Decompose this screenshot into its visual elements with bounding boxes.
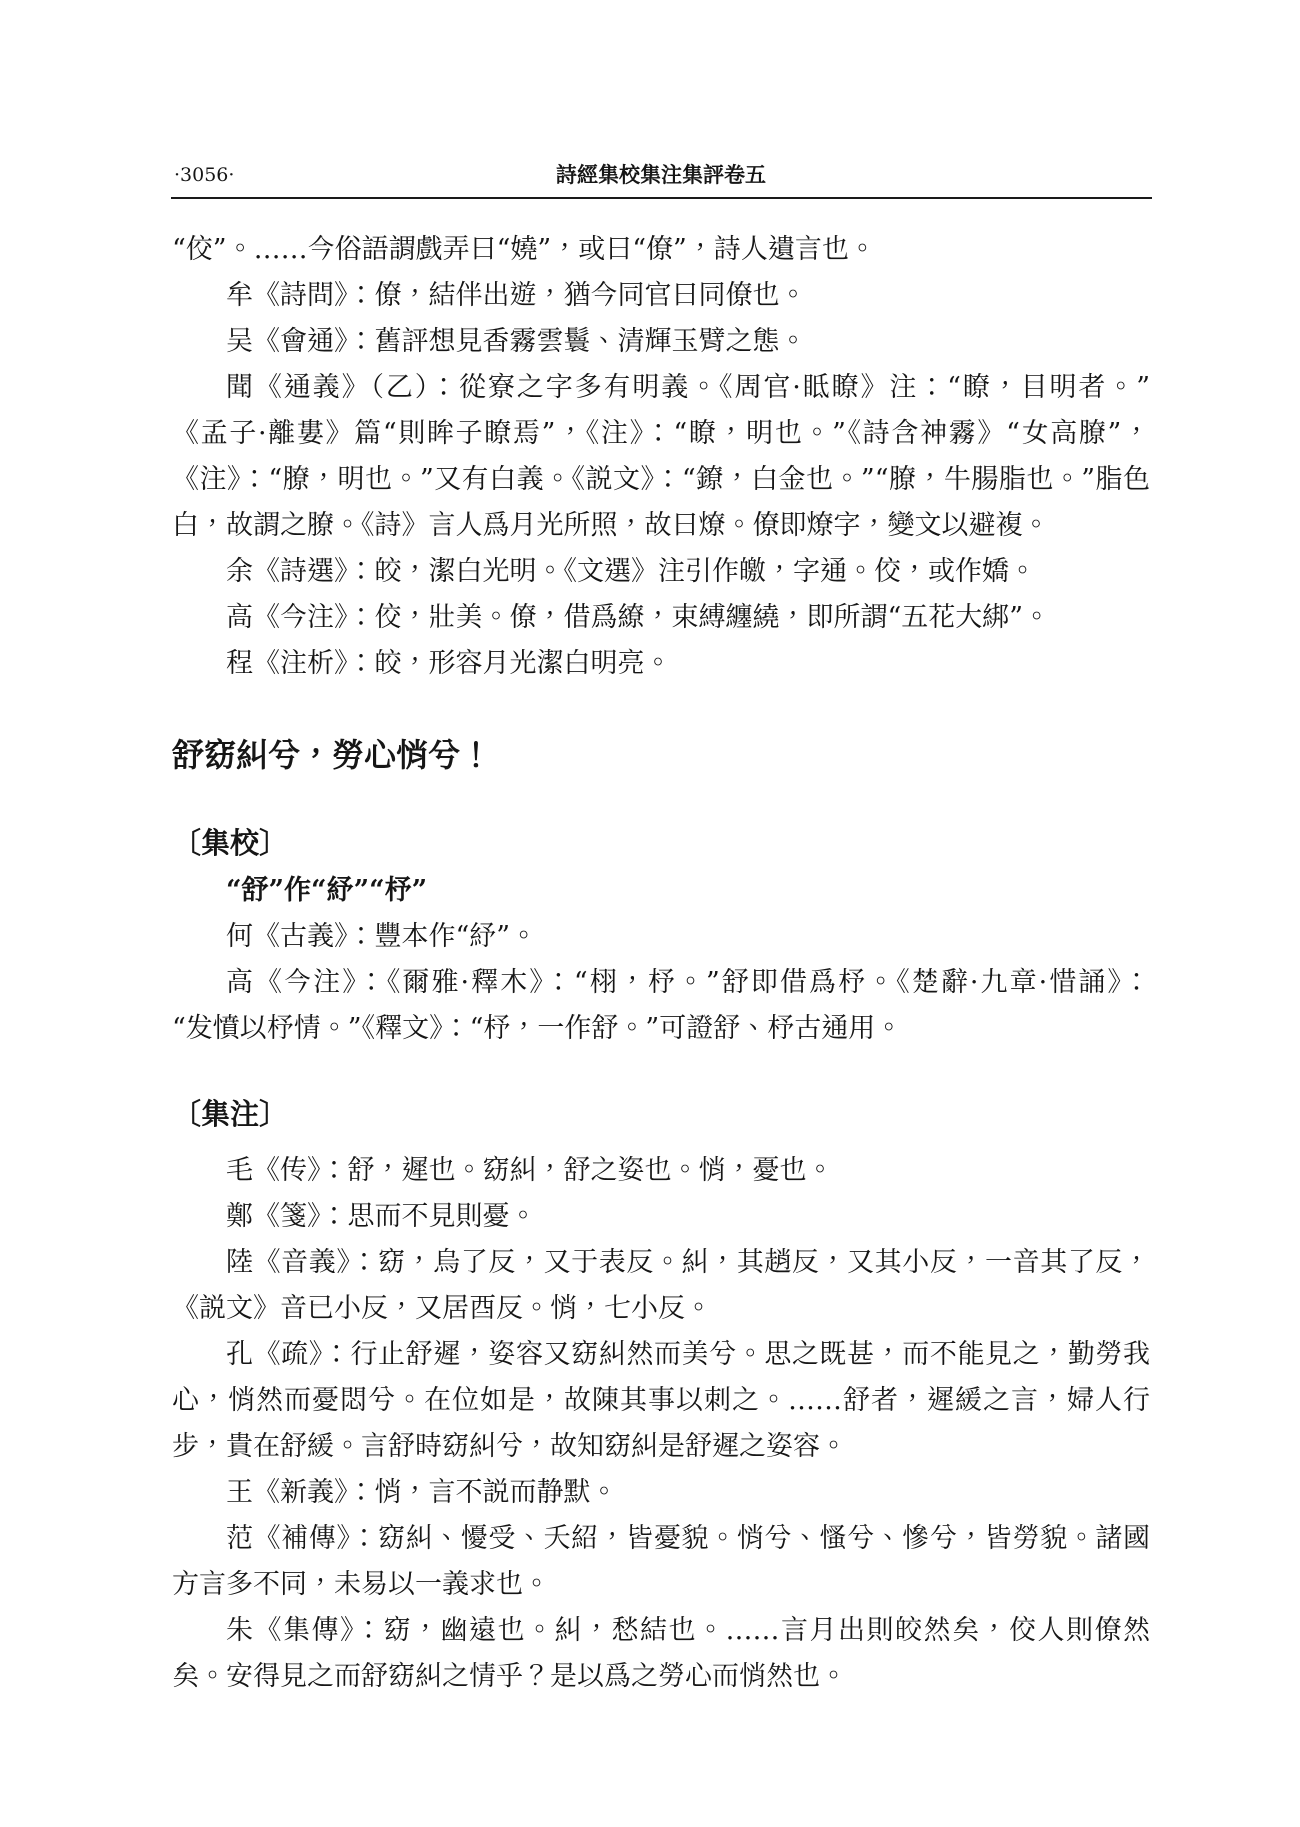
text-line: “发憤以杼情。”《釋文》：“杼，一作舒。”可證舒、杼古通用。: [172, 1013, 903, 1044]
text-line: 《孟子·離婁》篇“則眸子瞭焉”，《注》：“瞭，明也。”《詩含神霧》“女高膫”，: [172, 418, 1150, 449]
commentary-entry: [172, 641, 1150, 687]
commentary-entry: [172, 595, 1150, 641]
text-line: 鄭《箋》：思而不見則憂。: [226, 1201, 537, 1232]
text-line: 方言多不同，未易以一義求也。: [172, 1569, 550, 1600]
commentary-entry: [172, 1332, 1150, 1470]
commentary-entry: [172, 960, 1150, 1052]
text-line: 聞《通義》（乙）：從寮之字多有明義。《周官·眡瞭》注：“瞭，目明者。”: [226, 372, 1150, 403]
commentary-entry: [172, 1516, 1150, 1608]
text-line: 程《注析》：皎，形容月光潔白明亮。: [226, 648, 672, 679]
page-header: [172, 160, 1150, 190]
text-line: 毛《传》：舒，遲也。窈糾，舒之姿也。悄，憂也。: [226, 1155, 834, 1186]
text-line: 孔《疏》：行止舒遲，姿容又窈糾然而美兮。思之既甚，而不能見之，勤勞我: [226, 1339, 1150, 1370]
text-line: 余《詩選》：皎，潔白光明。《文選》注引作皦，字通。佼，或作嬌。: [226, 556, 1036, 587]
commentary-entry: [172, 1470, 1150, 1516]
text-line: 吴《會通》：舊評想見香霧雲鬟、清輝玉臂之態。: [226, 326, 807, 357]
commentary-entry: [172, 1148, 1150, 1194]
text-line: 朱《集傳》：窈，幽遠也。糾，愁結也。……言月出則皎然矣，佼人則僚然: [226, 1615, 1150, 1646]
text-line: 矣。安得見之而舒窈糾之情乎？是以爲之勞心而悄然也。: [172, 1661, 847, 1692]
commentary-entry: [172, 319, 1150, 365]
commentary-entry: [172, 914, 1150, 960]
commentary-entry-continued: [172, 227, 1150, 273]
page-number: ·3056·: [174, 164, 235, 186]
section-heading-jijiao: 〔集校〕: [172, 826, 289, 860]
commentary-entry: [172, 1608, 1150, 1700]
running-title: 詩經集校集注集評卷五: [556, 162, 766, 187]
text-line: 王《新義》：悄，言不説而静默。: [226, 1477, 618, 1508]
text-line: “佼”。……今俗語謂戲弄曰“嬈”，或曰“僚”，詩人遺言也。: [172, 234, 876, 265]
commentary-entry: [172, 1240, 1150, 1332]
text-line: 牟《詩問》：僚，結伴出遊，猶今同官曰同僚也。: [226, 280, 807, 311]
text-line: 《説文》音已小反，又居酉反。悄，七小反。: [172, 1293, 712, 1324]
commentary-entry: [172, 273, 1150, 319]
section-heading-jizhu: 〔集注〕: [172, 1097, 289, 1131]
text-line: 心，悄然而憂悶兮。在位如是，故陳其事以刺之。……舒者，遲緩之言，婦人行: [172, 1385, 1150, 1416]
text-line: 范《補傳》：窈糾、懮受、夭紹，皆憂貌。悄兮、慅兮、慘兮，皆勞貌。諸國: [226, 1523, 1150, 1554]
text-line: 高《今注》：佼，壯美。僚，借爲繚，束縛纏繞，即所謂“五花大綁”。: [226, 602, 1051, 633]
commentary-entry: [172, 365, 1150, 549]
text-line: 陸《音義》：窈，烏了反，又于表反。糾，其趙反，又其小反，一音其了反，: [226, 1247, 1150, 1278]
commentary-entry: [172, 1194, 1150, 1240]
text-line: 步，貴在舒緩。言舒時窈糾兮，故知窈糾是舒遲之姿容。: [172, 1431, 847, 1462]
text-line: 白，故謂之膫。《詩》言人爲月光所照，故曰燎。僚即燎字，變文以避複。: [172, 510, 1050, 541]
header-rule: [171, 197, 1152, 199]
page-body: [172, 227, 1150, 1700]
text-line: 何《古義》：豐本作“紓”。: [226, 921, 538, 952]
verse-heading: 舒窈糾兮，勞心悄兮！: [172, 736, 493, 774]
text-line: 高《今注》：《爾雅·釋木》：“栩，杼。”舒即借爲杼。《楚辭·九章·惜誦》：: [226, 967, 1150, 998]
commentary-entry: [172, 549, 1150, 595]
text-line: 《注》：“膫，明也。”又有白義。《説文》：“鐐，白金也。”“膫，牛腸脂也。”脂色: [172, 464, 1150, 495]
variant-heading: “舒”作“紓”“杼”: [226, 875, 428, 906]
